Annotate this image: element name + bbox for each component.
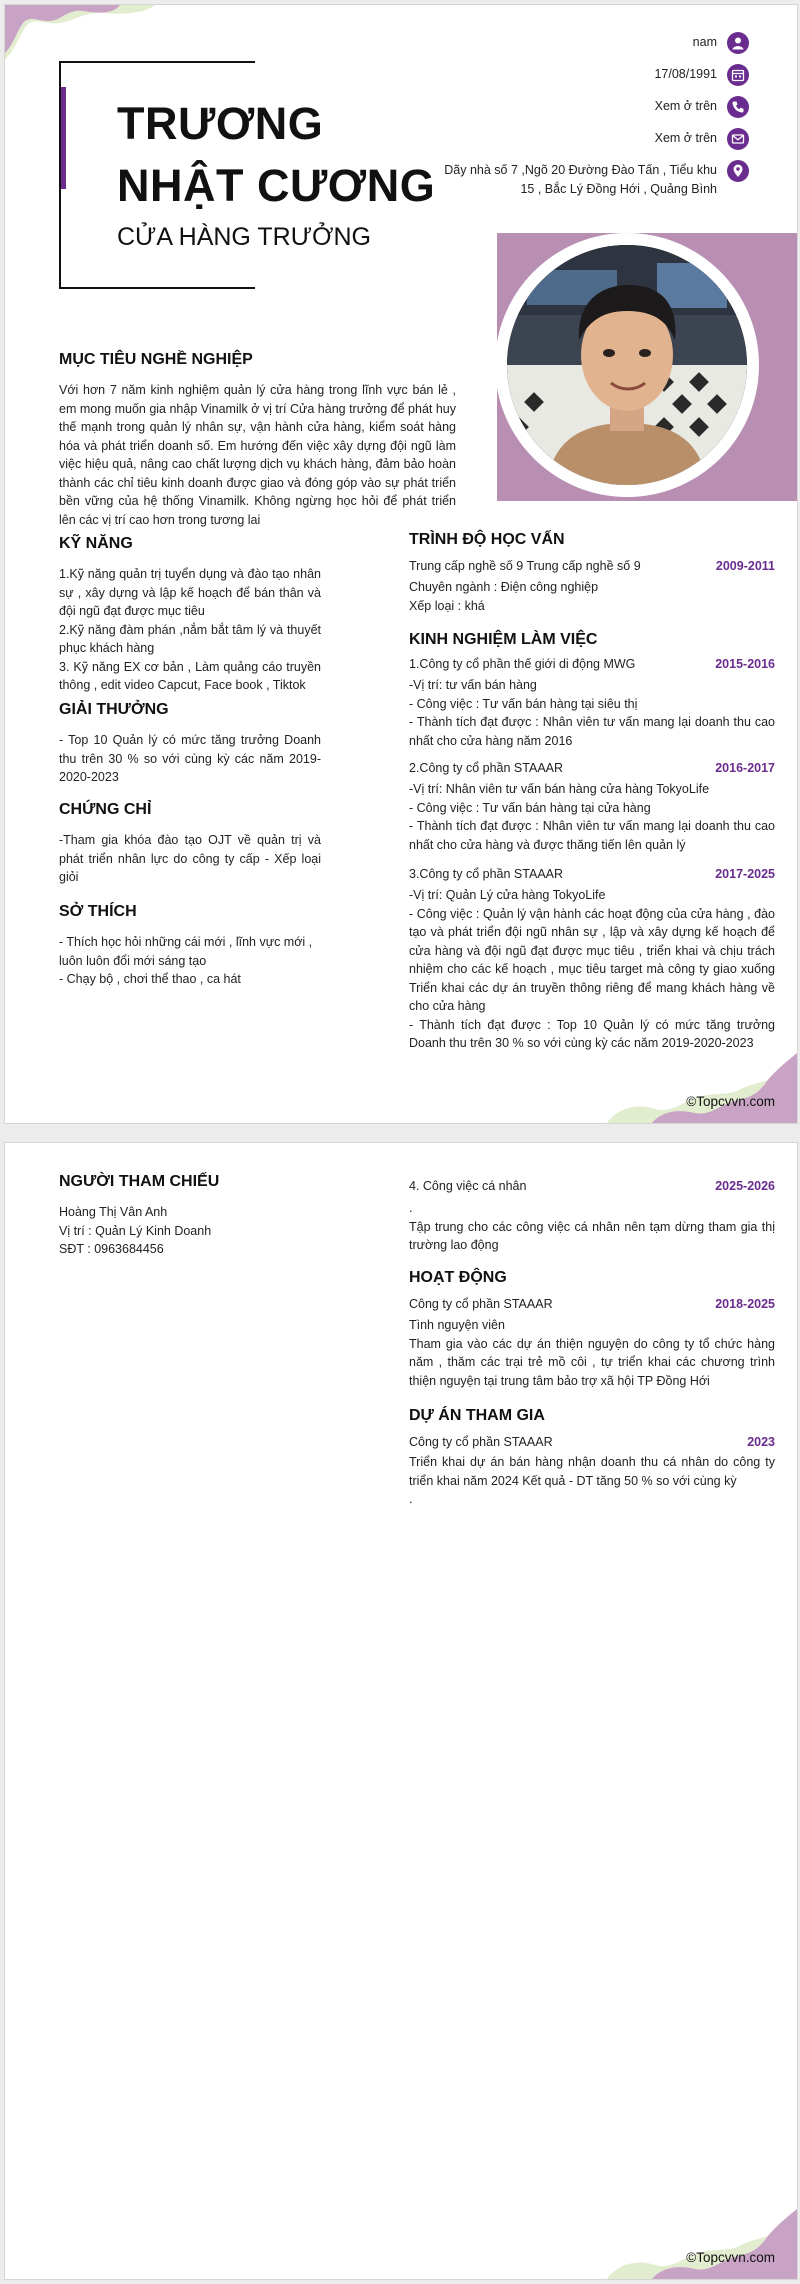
projects-title: DỰ ÁN THAM GIA	[409, 1407, 545, 1424]
job-header-row	[409, 867, 775, 881]
project-text: Triển khai dự án bán hàng nhận doanh thu cá nhân do công ty triển khai năm 2024 Kết quả - DT tăng 50 % so với cùng kỳ	[409, 1455, 775, 1488]
activity-details	[409, 1316, 775, 1390]
phone-icon	[727, 96, 749, 118]
education-details	[409, 578, 775, 615]
address-text: Dãy nhà số 7 ,Ngõ 20 Đường Đào Tấn , Tiểu khu 15 , Bắc Lý Đồng Hới , Quảng Bình	[444, 163, 717, 196]
job-header-row	[409, 657, 775, 671]
job-company: 2.Công ty cổ phần STAAAR	[409, 761, 564, 775]
skills-list	[59, 565, 321, 695]
job-title: CỬA HÀNG TRƯỞNG	[117, 223, 371, 251]
email-text: Xem ở trên	[654, 131, 717, 145]
corner-decoration-top-left	[5, 5, 165, 65]
activity-header-row	[409, 1297, 775, 1311]
name-line-1: TRƯƠNG	[117, 98, 324, 149]
name-line-2: NHẬT CƯƠNG	[117, 160, 436, 211]
job-details: . Tập trung cho các công việc cá nhân nên tạm dừng tham gia thị trường lao động	[409, 1201, 775, 1252]
skill-item: 2.Kỹ năng đàm phán ,nắm bắt tâm lý và thuyết phục khách hàng	[59, 622, 321, 655]
project-years: 2023	[747, 1435, 775, 1449]
references-details	[59, 1203, 379, 1259]
education-header-row	[409, 559, 775, 573]
phone-text: Xem ở trên	[654, 99, 717, 113]
cv-page-2	[4, 1142, 798, 2280]
hobbies-title: SỞ THÍCH	[59, 903, 137, 920]
full-name	[117, 93, 447, 217]
email-icon	[727, 128, 749, 150]
experience-title: KINH NGHIỆM LÀM VIỆC	[409, 631, 598, 648]
reference-phone: SĐT : 0963684456	[59, 1242, 164, 1256]
awards-title: GIẢI THƯỞNG	[59, 701, 169, 718]
job-company: 3.Công ty cổ phần STAAAR	[409, 867, 564, 881]
project-org: Công ty cổ phần STAAAR	[409, 1435, 553, 1449]
reference-name: Hoàng Thị Vân Anh	[59, 1205, 168, 1219]
contact-address	[444, 161, 749, 199]
job-years: 2015-2016	[715, 657, 775, 671]
footer-credit: ©Topcvvn.com	[686, 2250, 775, 2265]
job-header-row	[409, 1179, 775, 1193]
calendar-icon	[727, 64, 749, 86]
profile-photo	[507, 245, 747, 485]
hobbies-list	[59, 933, 321, 989]
certificates-text: -Tham gia khóa đào tạo OJT về quản trị và phát triển nhân lực do công ty cấp - Xếp loại giỏi	[59, 833, 321, 884]
birthday-text: 17/08/1991	[654, 67, 717, 81]
contact-phone	[655, 97, 749, 118]
hobby-item: - Thích học hỏi những cái mới , lĩnh vực mới , luôn luôn đổi mới sáng tạo	[59, 935, 313, 968]
job-details: -Vị trí: Nhân viên tư vấn bán hàng cửa hàng TokyoLife - Công việc : Tư vấn bán hàng tại cửa hàng - Thành tích đạt được : Nhân viên tư vấn mang lại doanh thu cao nhất cho cửa hàng và được thăng tiến lên quản lý	[409, 782, 775, 852]
job-company: 4. Công việc cá nhân	[409, 1179, 527, 1193]
contact-email	[655, 129, 749, 150]
job-company: 1.Công ty cổ phần thế giới di động MWG	[409, 657, 636, 671]
job-details: -Vị trí: Quản Lý cửa hàng TokyoLife - Công việc : Quản lý vận hành các hoạt động của cửa hàng , đào tạo và phát triển đội ngũ nhân sự , lập và xây dựng kế hoạch để cửa hàng và đội ngũ đạt được mục tiêu , triển khai và chịu trách nhiệm cho các kế hoạch , mục tiêu target mà công ty giao xuống Triển khai các dự án truyền thông riêng để mang khách hàng về cho cửa hàng - Thành tích đạt được : Top 10 Quản lý có mức tăng trưởng Doanh thu trên 30 % so với cùng kỳ các năm 2019-2020-2023	[409, 888, 775, 1050]
footer-credit: ©Topcvvn.com	[686, 1094, 775, 1109]
job-years: 2025-2026	[715, 1179, 775, 1193]
project-details: Triển khai dự án bán hàng nhận doanh thu cá nhân do công ty triển khai năm 2024 Kết quả - DT tăng 50 % so với cùng kỳ .	[409, 1455, 775, 1506]
references-title: NGƯỜI THAM CHIẾU	[59, 1173, 220, 1190]
job-years: 2017-2025	[715, 867, 775, 881]
objective-text: Với hơn 7 năm kinh nghiệm quản lý cửa hàng trong lĩnh vực bán lẻ , em mong muốn gia nhập Vinamilk ở vị trí Cửa hàng trưởng để phát huy thế mạnh trong quản lý nhân sự, vận hành cửa hàng, kiểm soát hàng hóa và phát triển doanh số. Em hướng đến việc xây dựng đội ngũ làm việc hiệu quả, nâng cao chất lượng dịch vụ khách hàng, đảm bảo hoàn thành các chỉ tiêu kinh doanh được giao và đóng góp vào sự phát triển bền vững của hệ thống Vinamilk. Không ngừng học hỏi để phát triển lên các vị trí cao hơn trong tương lai	[59, 383, 456, 527]
awards-text: - Top 10 Quản lý có mức tăng trưởng Doanh thu trên 30 % so với cùng kỳ các năm 2019-2020-2023	[59, 733, 321, 784]
person-icon	[727, 32, 749, 54]
activity-years: 2018-2025	[715, 1297, 775, 1311]
activity-text: Tham gia vào các dự án thiện nguyện do công ty tổ chức hàng năm , thăm các trại trẻ mồ côi , tự triển khai các chương trình thiện nguyện tại trung tâm bảo trợ xã hội TP Đồng Hới	[409, 1336, 775, 1388]
education-major: Chuyên ngành : Điện công nghiệp	[409, 580, 599, 594]
contact-birthday	[654, 65, 749, 86]
objective-title: MỤC TIÊU NGHỀ NGHIỆP	[59, 351, 253, 368]
contact-gender	[693, 33, 749, 54]
job-details: -Vị trí: tư vấn bán hàng - Công việc : Tư vấn bán hàng tại siêu thị - Thành tích đạt được : Nhân viên tư vấn mang lại doanh thu cao nhất cho cửa hàng năm 2016	[409, 678, 775, 748]
skill-item: 1.Kỹ năng quản trị tuyển dụng và đào tạo nhân sự , xây dựng và lập kế hoạch để bán thân và đội ngũ đạt được mục tiêu	[59, 567, 321, 618]
job-years: 2016-2017	[715, 761, 775, 775]
education-years: 2009-2011	[715, 559, 775, 573]
job-header-row	[409, 761, 775, 775]
location-pin-icon	[727, 160, 749, 182]
certificates-title: CHỨNG CHỈ	[59, 801, 152, 818]
education-title: TRÌNH ĐỘ HỌC VẤN	[409, 531, 565, 548]
skill-item: 3. Kỹ năng EX cơ bản , Làm quảng cáo truyền thông , edit video Capcut, Face book , Tiktok	[59, 659, 321, 692]
activities-title: HOẠT ĐỘNG	[409, 1269, 507, 1286]
education-school: Trung cấp nghề số 9 Trung cấp nghề số 9	[409, 559, 641, 573]
activity-role: Tình nguyện viên	[409, 1318, 505, 1332]
gender-text: nam	[692, 35, 717, 49]
skills-title: KỸ NĂNG	[59, 535, 133, 552]
activity-org: Công ty cổ phần STAAAR	[409, 1297, 553, 1311]
education-grade: Xếp loại : khá	[409, 598, 485, 613]
corner-decoration-bottom-right	[607, 2209, 797, 2279]
reference-position: Vị trí : Quản Lý Kinh Doanh	[59, 1223, 212, 1238]
hobby-item: - Chạy bộ , chơi thể thao , ca hát	[59, 972, 241, 986]
corner-decoration-bottom-right	[607, 1053, 797, 1123]
project-header-row	[409, 1435, 775, 1449]
cv-page-1	[4, 4, 798, 1124]
